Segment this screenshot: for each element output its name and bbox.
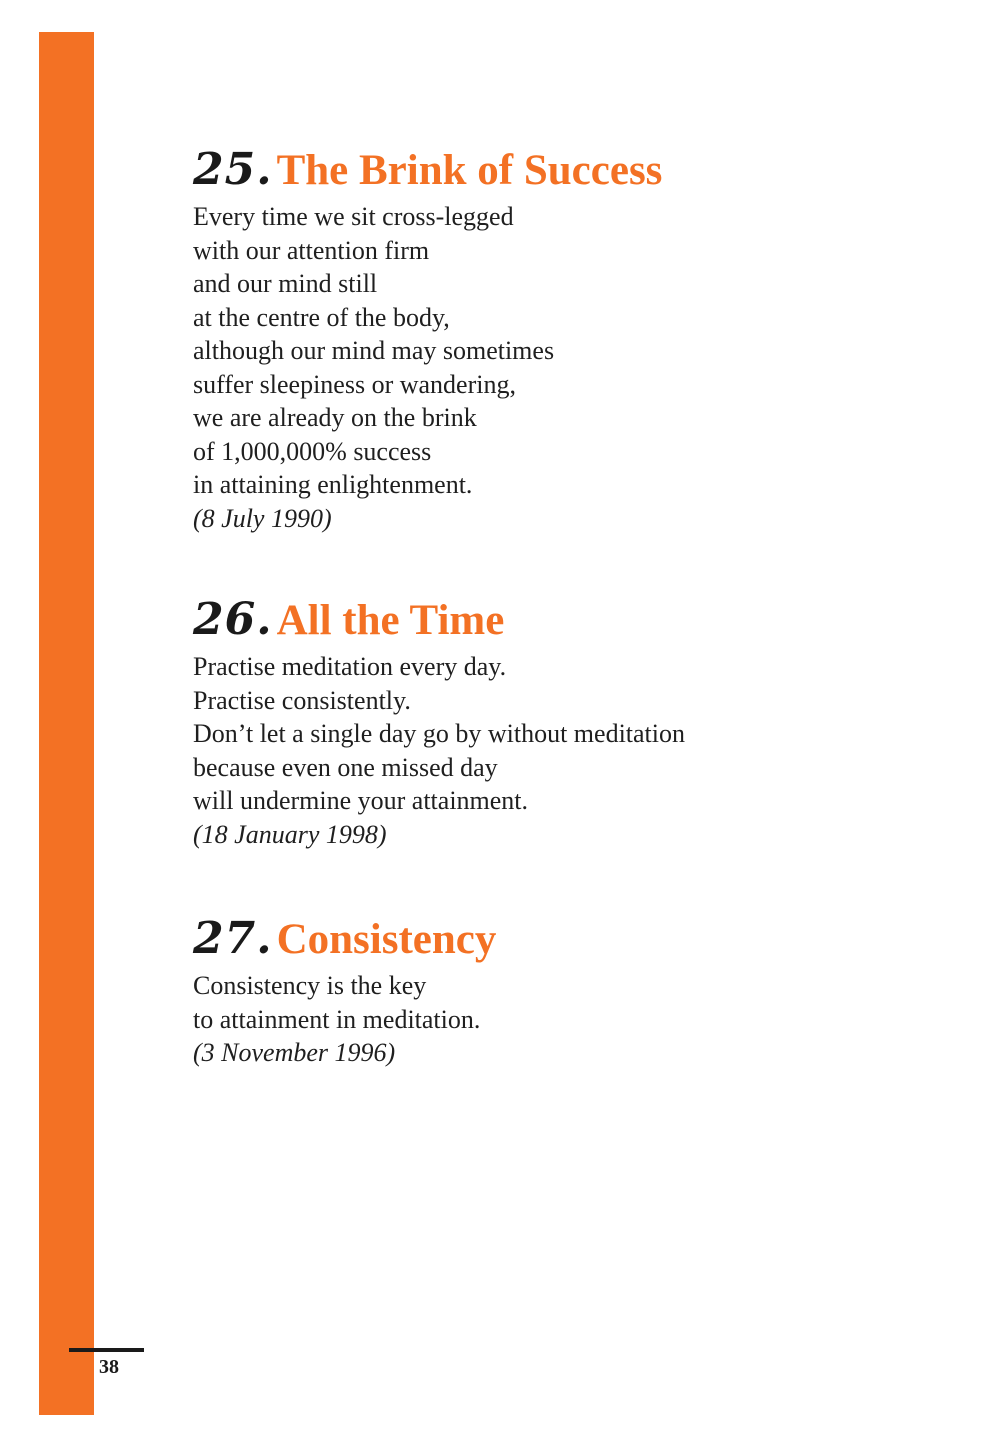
section-date: (8 July 1990) [193, 503, 332, 533]
section-26 [193, 590, 973, 851]
section-title: Consistency [276, 916, 497, 963]
verse-line: to attainment in meditation. [193, 1004, 481, 1034]
verse-line: because even one missed day [193, 752, 498, 782]
verse-line: and our mind still [193, 269, 378, 298]
section-heading [193, 140, 973, 200]
section-25 [193, 140, 973, 535]
verse-line: we are already on the brink [193, 403, 477, 432]
page-number-rule [69, 1348, 144, 1352]
verse-line: Consistency is the key [193, 971, 427, 1000]
verse-line: at the centre of the body, [193, 302, 450, 332]
page-number: 38 [99, 1356, 119, 1378]
section-heading [193, 590, 973, 650]
section-27 [193, 909, 973, 1070]
section-number: 25. [193, 144, 273, 195]
verse-line: Don’t let a single day go by without meditation [193, 719, 686, 748]
section-title: All the Time [276, 597, 505, 644]
section-title: The Brink of Success [276, 147, 663, 194]
verse-line: suffer sleepiness or wandering, [193, 369, 516, 399]
section-heading [193, 909, 973, 969]
section-date: (18 January 1998) [193, 819, 387, 849]
verse-line: in attaining enlightenment. [193, 470, 473, 499]
verse-line: Practise consistently. [193, 685, 411, 715]
verse-line: Every time we sit cross-legged [193, 202, 514, 231]
verse-line: although our mind may sometimes [193, 336, 555, 365]
verse-line: of 1,000,000% success [193, 436, 432, 466]
verse-line: Practise meditation every day. [193, 652, 507, 681]
verse-lines [193, 969, 973, 1036]
section-number: 27. [193, 913, 273, 964]
verse-line: will undermine your attainment. [193, 786, 529, 815]
verse-lines [193, 200, 973, 502]
section-date: (3 November 1996) [193, 1038, 396, 1067]
section-number: 26. [193, 594, 273, 645]
verse-lines [193, 650, 973, 818]
verse-line: with our attention firm [193, 235, 430, 265]
running-title: Pearls of Inner Wisdom [108, 197, 127, 371]
